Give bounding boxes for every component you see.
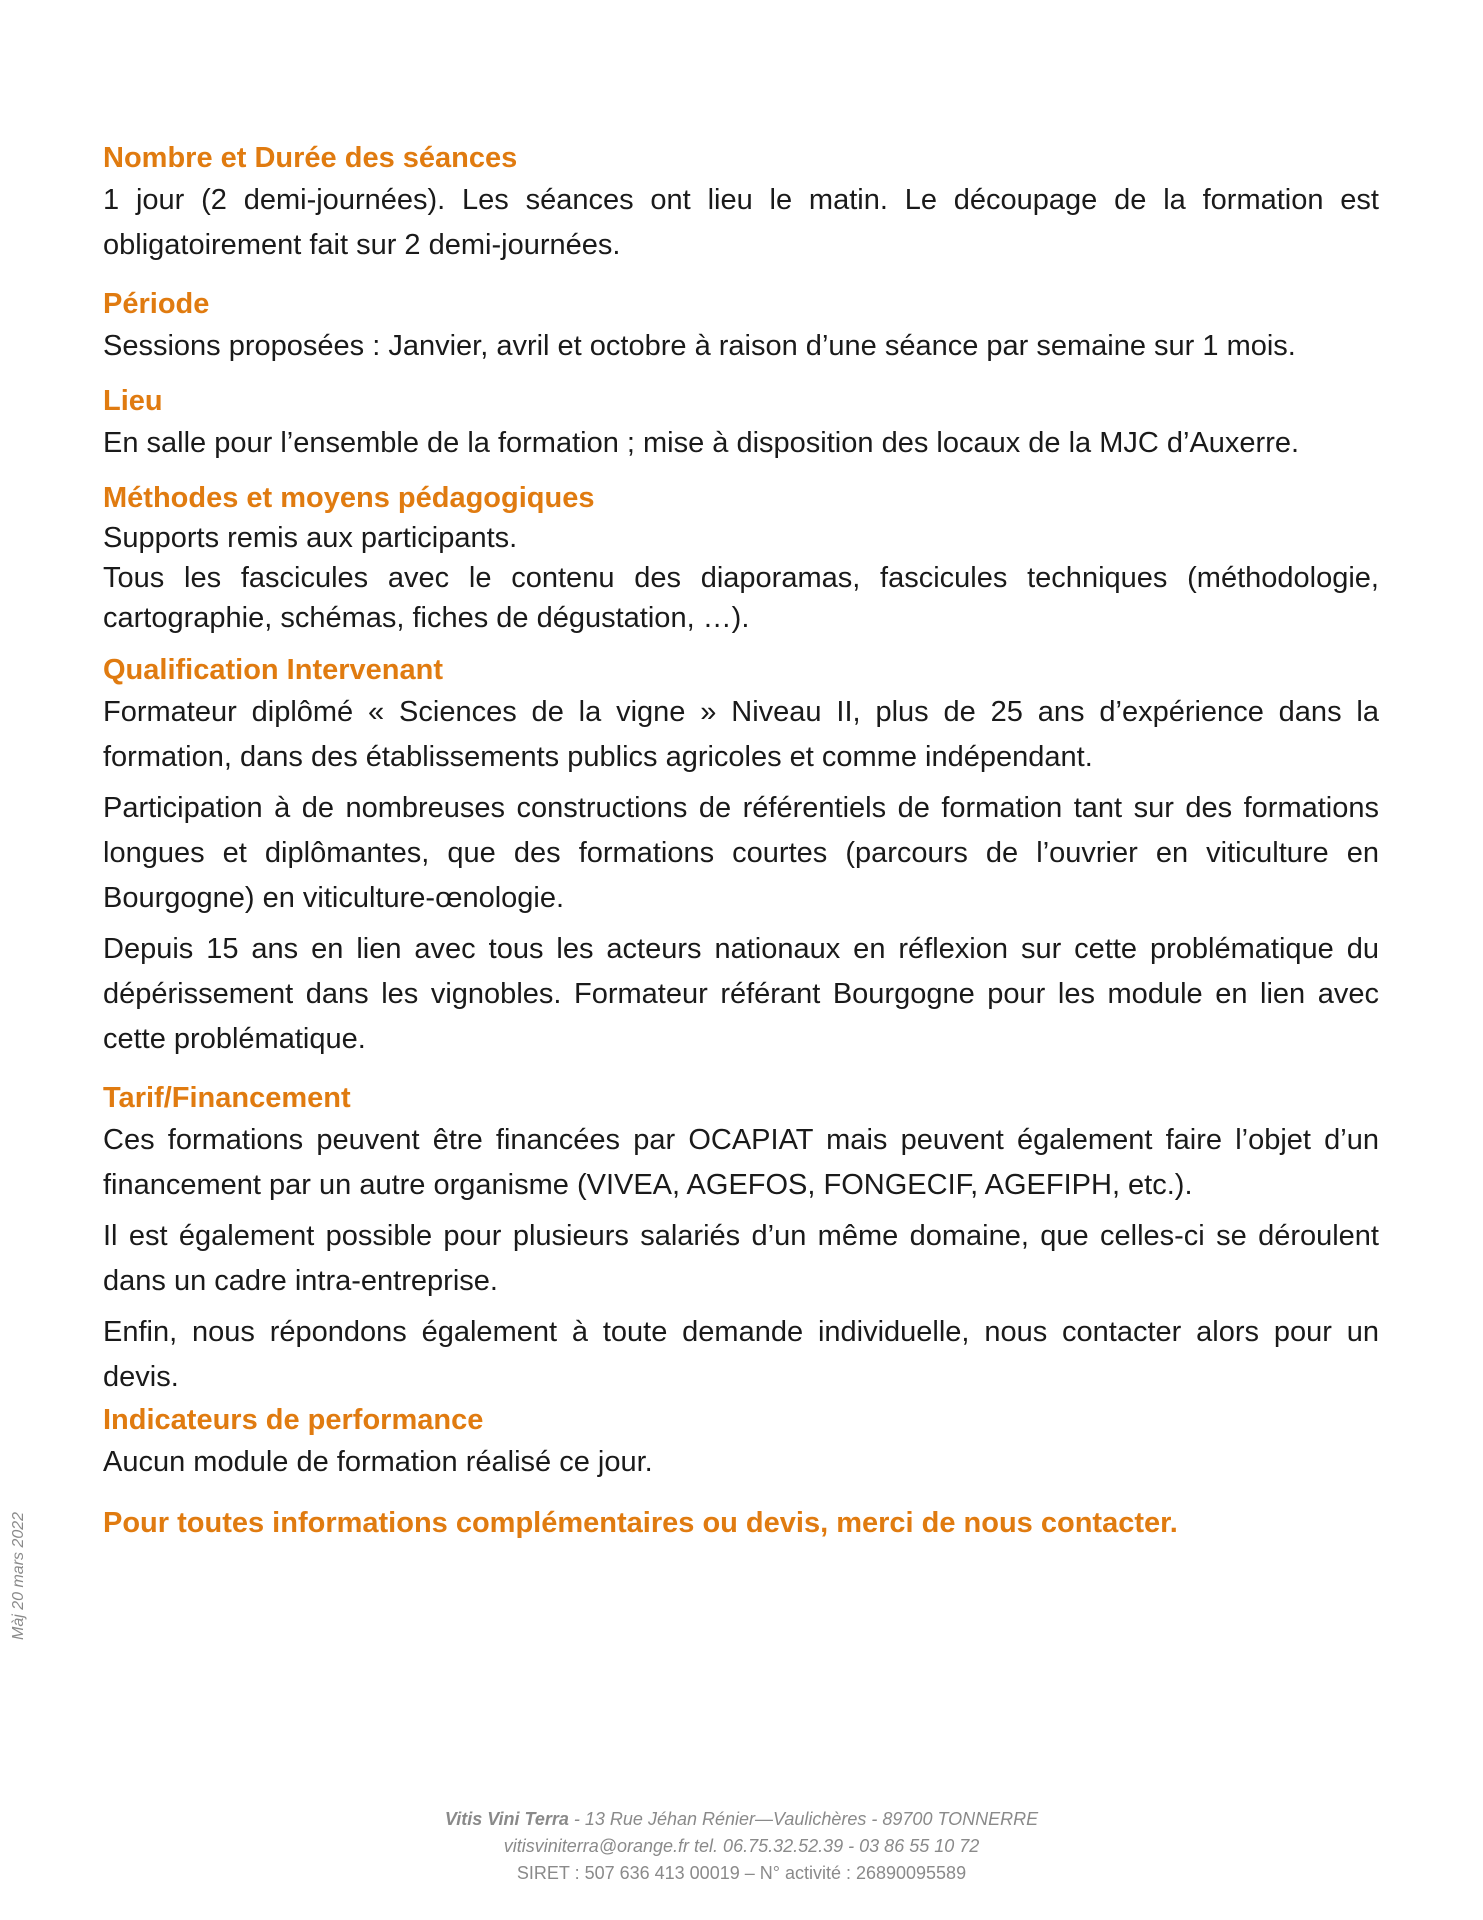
section-qualification: [103, 650, 1379, 1062]
update-date-note: Màj 20 mars 2022: [10, 1511, 27, 1640]
footer-address: - 13 Rue Jéhan Rénier—Vaulichères - 89700 TONNERRE: [568, 1809, 1039, 1829]
section-heading: Indicateurs de performance: [103, 1404, 484, 1436]
section-paragraph: Tous les fascicules avec le contenu des diaporamas, fascicules techniques (méthodologie, cartographie, schémas, fiches de dégustation, …).: [103, 562, 1379, 634]
section-paragraph: Depuis 15 ans en lien avec tous les acteurs nationaux en réflexion sur cette problématique du dépérissement dans les vignobles. Formateur référant Bourgogne pour les module en lien avec cette problématique.: [103, 933, 1379, 1055]
section-location: [103, 381, 1379, 466]
footer-contact: vitisviniterra@orange.fr tel. 06.75.32.52.39 - 03 86 55 10 72: [503, 1836, 980, 1856]
section-paragraph: Aucun module de formation réalisé ce jour.: [103, 1446, 653, 1478]
section-heading: Tarif/Financement: [103, 1082, 351, 1114]
section-heading: Période: [103, 288, 210, 320]
section-indicators: [103, 1400, 1379, 1485]
section-methods: [103, 478, 1379, 638]
section-paragraph: Enfin, nous répondons également à toute demande individuelle, nous contacter alors pour un devis.: [103, 1316, 1379, 1393]
contact-call-to-action: Pour toutes informations complémentaires ou devis, merci de nous contacter.: [103, 1507, 1178, 1539]
section-paragraph: Supports remis aux participants.: [103, 522, 518, 554]
section-heading: Lieu: [103, 385, 163, 417]
section-pricing: [103, 1078, 1379, 1400]
section-paragraph: Formateur diplômé « Sciences de la vigne » Niveau II, plus de 25 ans d’expérience dans la formation, dans des établissements publics agricoles et comme indépendant.: [103, 696, 1379, 773]
section-paragraph: Participation à de nombreuses constructions de référentiels de formation tant sur des formations longues et diplômantes, que des formations courtes (parcours de l’ouvrier en viticulture en Bourgogne) en viticulture-œnologie.: [103, 792, 1379, 914]
document-body: [103, 138, 1379, 1572]
section-duration: [103, 138, 1379, 268]
section-heading: Qualification Intervenant: [103, 654, 443, 686]
section-paragraph: Il est également possible pour plusieurs salariés d’un même domaine, que celles-ci se déroulent dans un cadre intra-entreprise.: [103, 1220, 1379, 1297]
footer-company-name: Vitis Vini Terra: [444, 1809, 569, 1829]
section-paragraph: En salle pour l’ensemble de la formation ; mise à disposition des locaux de la MJC d’Auxerre.: [103, 427, 1300, 459]
section-period: [103, 284, 1379, 369]
footer-registration: SIRET : 507 636 413 00019 – N° activité : 26890095589: [516, 1863, 967, 1883]
footer-address-line: [0, 1806, 1483, 1833]
section-paragraph: Ces formations peuvent être financées par OCAPIAT mais peuvent également faire l’objet d’un financement par un autre organisme (VIVEA, AGEFOS, FONGECIF, AGEFIPH, etc.).: [103, 1124, 1379, 1201]
section-heading: Méthodes et moyens pédagogiques: [103, 482, 595, 514]
section-paragraph: 1 jour (2 demi-journées). Les séances ont lieu le matin. Le découpage de la formation est obligatoirement fait sur 2 demi-journées.: [103, 184, 1379, 261]
section-heading: Nombre et Durée des séances: [103, 142, 518, 174]
section-paragraph: Sessions proposées : Janvier, avril et octobre à raison d’une séance par semaine sur 1 mois.: [103, 330, 1296, 362]
page-footer: [0, 1806, 1483, 1887]
